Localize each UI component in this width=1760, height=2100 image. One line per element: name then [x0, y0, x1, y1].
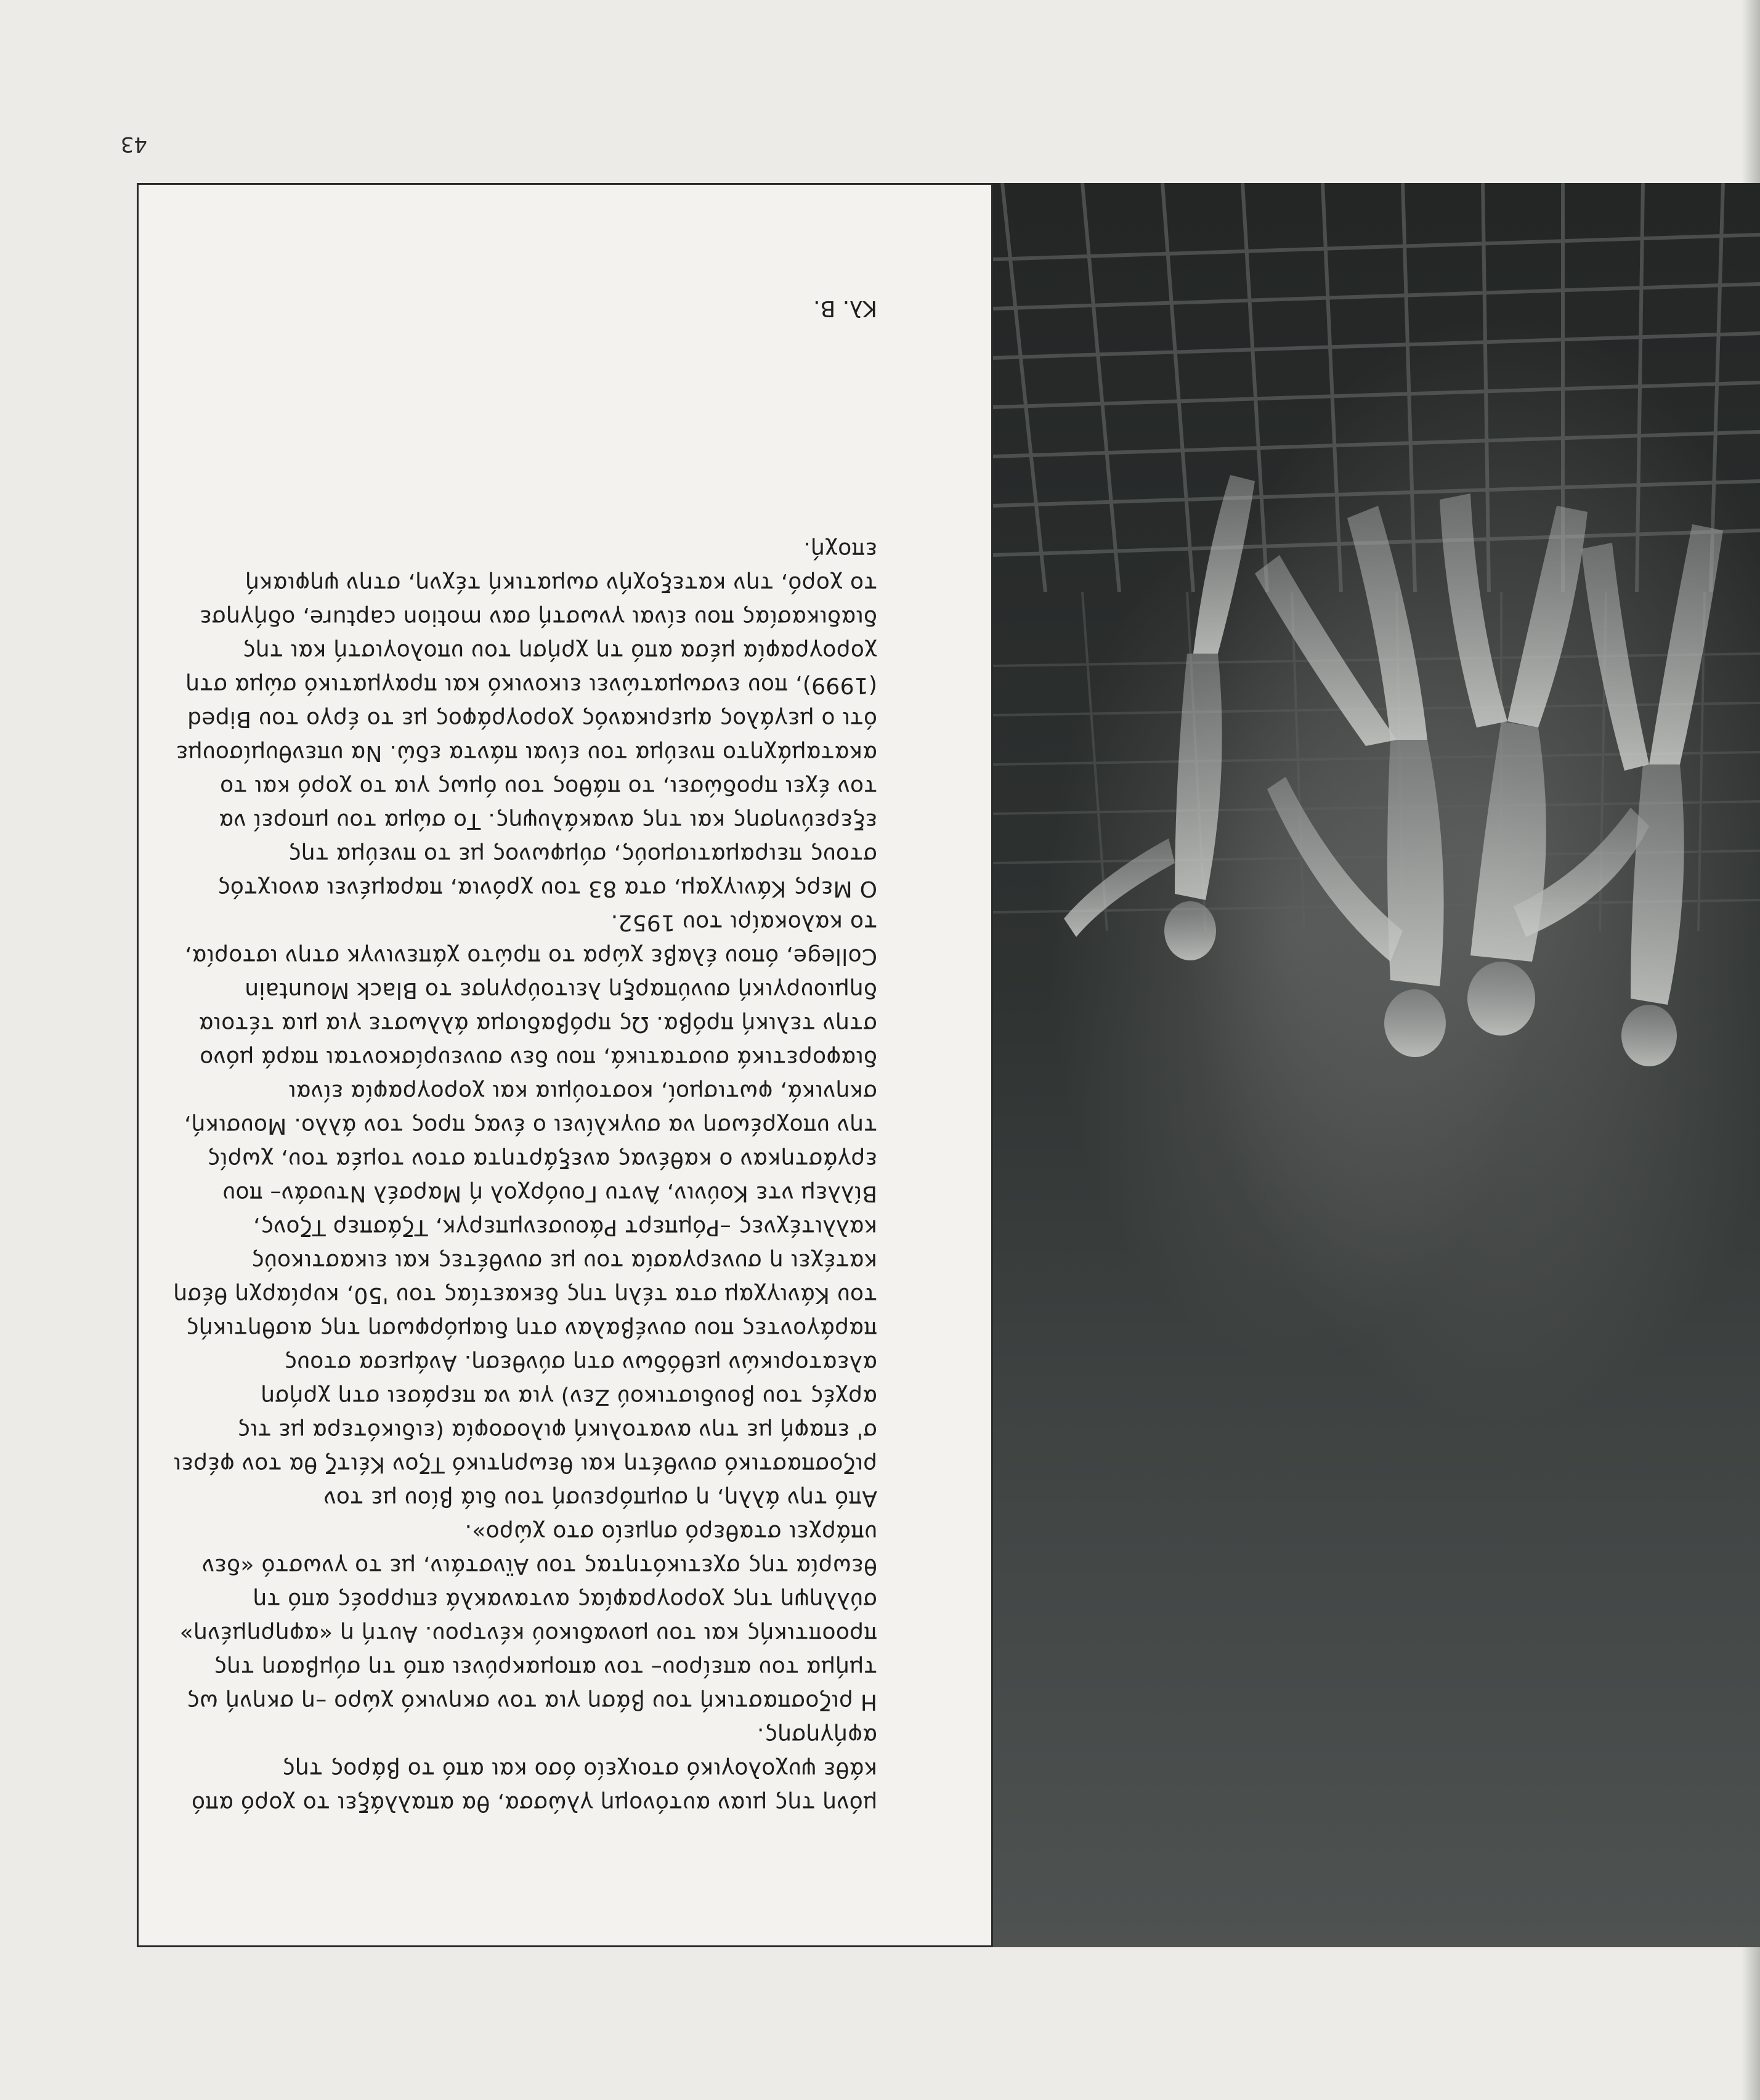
article-body — [172, 533, 877, 1820]
page-number: 43 — [120, 132, 147, 156]
paragraph-3: Από την άλλη, η συμπόρευσή του διά βίου με τον ριζοσπαστικό συνθέτη και θεωρητικό Τζον Κέιτζ θα τον φέρει σ' επαφή με την ανατολική φιλοσοφία (ειδικότερα με τις αρχές του βουδιστικού Ζεν) για να περάσει στη χρήση αλεατορικών μεθόδων στη σύνθεση. Ανάμεσα στους παράγοντες που συνέβαλαν στη διαμόρφωση της αισθητικής του Κάνιγχαμ στα τέλη της δεκαετίας του '50, κυρίαρχη θέση κατέχει η συνεργασία του με συνθέτες και εικαστικούς καλλιτέχνες –Ρόμπερτ Ράουσενμπεργκ, Τζάσπερ Τζονς, Βίλλεμ ντε Κούνιν, Άντυ Γουόρχολ ή Μαρσέλ Ντυσάν– που εργάστηκαν ο καθένας ανεξάρτητα στον τομέα του, χωρίς την υποχρέωση να συγκλίνει ο ένας προς τον άλλο. Μουσική, σκηνικά, φωτισμοί, κοστούμια και χορογραφία είναι διαφορετικά συστατικά, που δεν συνευρίσκονται παρά μόνο στην τελική πρόβα. Ως πρόβαδισμα άλλωστε για μια τέτοια δημιουργική συνύπαρξη λειτούργησε το Black Mountain College, όπου έλαβε χώρα το πρώτο χάπενινγκ στην ιστορία, το καλοκαίρι του 1952. — [172, 910, 877, 1511]
photo-figures-and-grid — [993, 183, 1760, 1947]
text-frame — [137, 183, 993, 1947]
paragraph-4: Ο Μερς Κάνιγχαμ, στα 83 του χρόνια, παραμένει ανοιχτός στους πειραματισμούς, σύμφωνος με το πνεύμα της εξερεύνησης και της ανακάλυψης. Το σώμα του μπορεί να τον έχει προδώσει, το πάθος του όμως για το χορό και το ακαταμάχητο πνεύμα του είναι πάντα εδώ. Να υπενθυμίσουμε ότι ο μεγάλος αμερικανός χορογράφος με το έργο του Biped (1999), που ενσωματώνει εικονικό και πραγματικό σώμα στη χορογραφία μέσα από τη χρήση του υπολογιστή και της διαδικασίας που είναι γνωστή σαν motion capture, οδήγησε το χορό, την κατεξοχήν σωματική τέχνη, στην ψηφιακή εποχή. — [176, 537, 877, 901]
author-signature: Κλ. Β. — [813, 296, 877, 321]
paragraph-1: μόνη της μιαν αυτόνομη γλώσσα, θα απαλλάξει το χορό από κάθε ψυχολογικό στοιχείο όσο και από το βάρος της αφήγησης. — [191, 1723, 877, 1816]
dance-photograph — [993, 183, 1760, 1947]
paragraph-2: Η ριζοσπαστική του βάση για τον σκηνικό χώρο –η σκηνή ως τμήμα του απείρου– τον απομακρύνει από τη σύμβαση της προοπτικής και του μοναδικού κέντρου. Αυτή η «αφηρημένη» σύλληψη της χορογραφίας αντανακλά επιρροές από τη θεωρία της σχετικότητας του Αϊνστάιν, με το γνωστό «δεν υπάρχει σταθερό σημείο στο χώρο». — [179, 1520, 877, 1714]
